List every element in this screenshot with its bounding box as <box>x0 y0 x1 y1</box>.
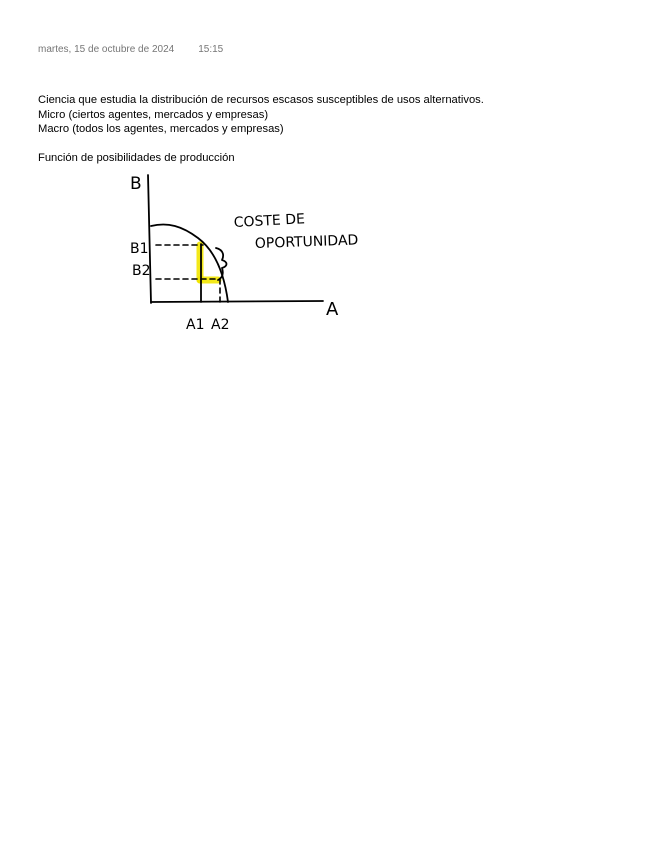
b2-label: B2 <box>132 263 151 279</box>
x-axis-label: A <box>326 299 339 320</box>
ppf-sketch <box>120 168 400 343</box>
section-title: Función de posibilidades de producción <box>38 152 235 164</box>
x-axis-line <box>151 301 323 302</box>
note-timestamp <box>38 44 223 55</box>
micro-text: Micro (ciertos agentes, mercados y empresas) <box>38 108 269 121</box>
a2-label: A2 <box>211 317 230 333</box>
annotation-line-1: COSTE DE <box>233 211 306 231</box>
y-axis-label: B <box>130 174 142 194</box>
ppf-curve <box>151 225 228 303</box>
note-time: 15:15 <box>198 44 224 55</box>
definition-text: Ciencia que estudia la distribución de recursos escasos susceptibles de usos alternativos. <box>38 94 484 106</box>
macro-text: Macro (todos los agentes, mercados y empresas) <box>38 123 284 135</box>
note-date: martes, 15 de octubre de 2024 <box>38 44 175 55</box>
a1-label: A1 <box>186 317 205 333</box>
note-body <box>38 93 484 166</box>
y-axis-line <box>148 175 151 303</box>
annotation-line-2: OPORTUNIDAD <box>254 232 359 252</box>
b1-label: B1 <box>130 241 149 257</box>
